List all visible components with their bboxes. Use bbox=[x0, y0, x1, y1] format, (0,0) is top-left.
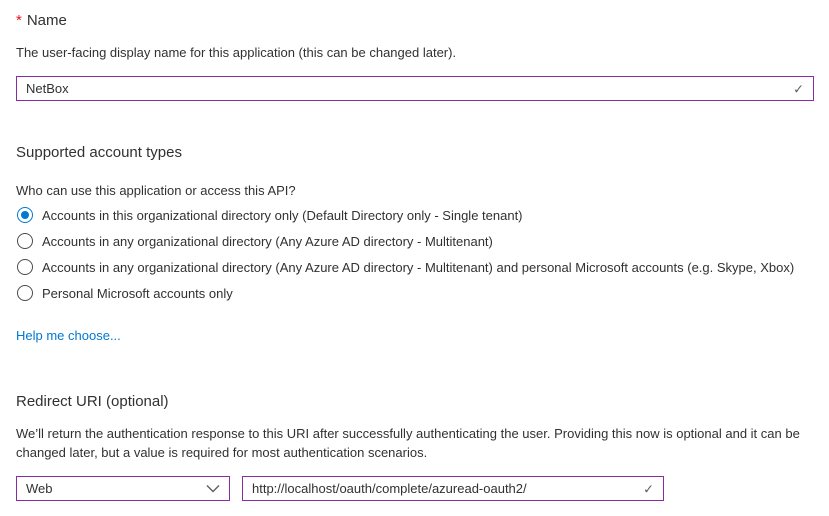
account-type-options bbox=[16, 202, 814, 306]
name-section-title bbox=[16, 11, 814, 31]
name-description: The user-facing display name for this application (this can be changed later). bbox=[16, 45, 457, 60]
valid-checkmark-icon: ✓ bbox=[793, 81, 804, 96]
name-input-wrapper bbox=[16, 76, 814, 101]
redirect-uri-section bbox=[16, 392, 814, 501]
name-input[interactable] bbox=[17, 77, 813, 100]
radio-option-personal-only[interactable] bbox=[16, 280, 814, 306]
redirect-uri-controls bbox=[16, 476, 814, 501]
redirect-uri-input[interactable] bbox=[243, 477, 663, 500]
required-asterisk: * bbox=[16, 12, 22, 29]
radio-option-label: Personal Microsoft accounts only bbox=[42, 285, 233, 301]
platform-select-value: Web bbox=[26, 481, 53, 496]
radio-button-icon[interactable] bbox=[17, 285, 33, 301]
supported-account-types-section bbox=[16, 143, 814, 345]
radio-option-label: Accounts in any organizational directory (Any Azure AD directory - Multitenant) and personal Microsoft accounts (e.g. Skype, Xbox) bbox=[42, 259, 795, 275]
valid-checkmark-icon: ✓ bbox=[643, 481, 654, 496]
radio-option-multitenant[interactable] bbox=[16, 228, 814, 254]
account-types-title: Supported account types bbox=[16, 144, 182, 161]
platform-select[interactable] bbox=[16, 476, 230, 501]
help-me-choose-link[interactable]: Help me choose... bbox=[16, 328, 121, 343]
radio-option-label: Accounts in any organizational directory (Any Azure AD directory - Multitenant) bbox=[42, 233, 493, 249]
account-types-question: Who can use this application or access this API? bbox=[16, 183, 296, 198]
radio-option-multitenant-personal[interactable] bbox=[16, 254, 814, 280]
redirect-uri-description: We’ll return the authentication response to this URI after successfully authenticating the user. Providing this now is optional and it can be changed later, but a value is required for most authentication scenarios. bbox=[16, 426, 800, 460]
radio-button-icon[interactable] bbox=[17, 233, 33, 249]
radio-button-icon[interactable] bbox=[17, 259, 33, 275]
radio-button-icon[interactable] bbox=[17, 207, 33, 223]
radio-option-label: Accounts in this organizational directory only (Default Directory only - Single tenant) bbox=[42, 207, 523, 223]
chevron-down-icon bbox=[206, 484, 220, 493]
radio-option-single-tenant[interactable] bbox=[16, 202, 814, 228]
redirect-uri-title: Redirect URI (optional) bbox=[16, 393, 169, 410]
redirect-uri-input-wrapper bbox=[242, 476, 664, 501]
name-section-title-text: Name bbox=[26, 12, 67, 29]
